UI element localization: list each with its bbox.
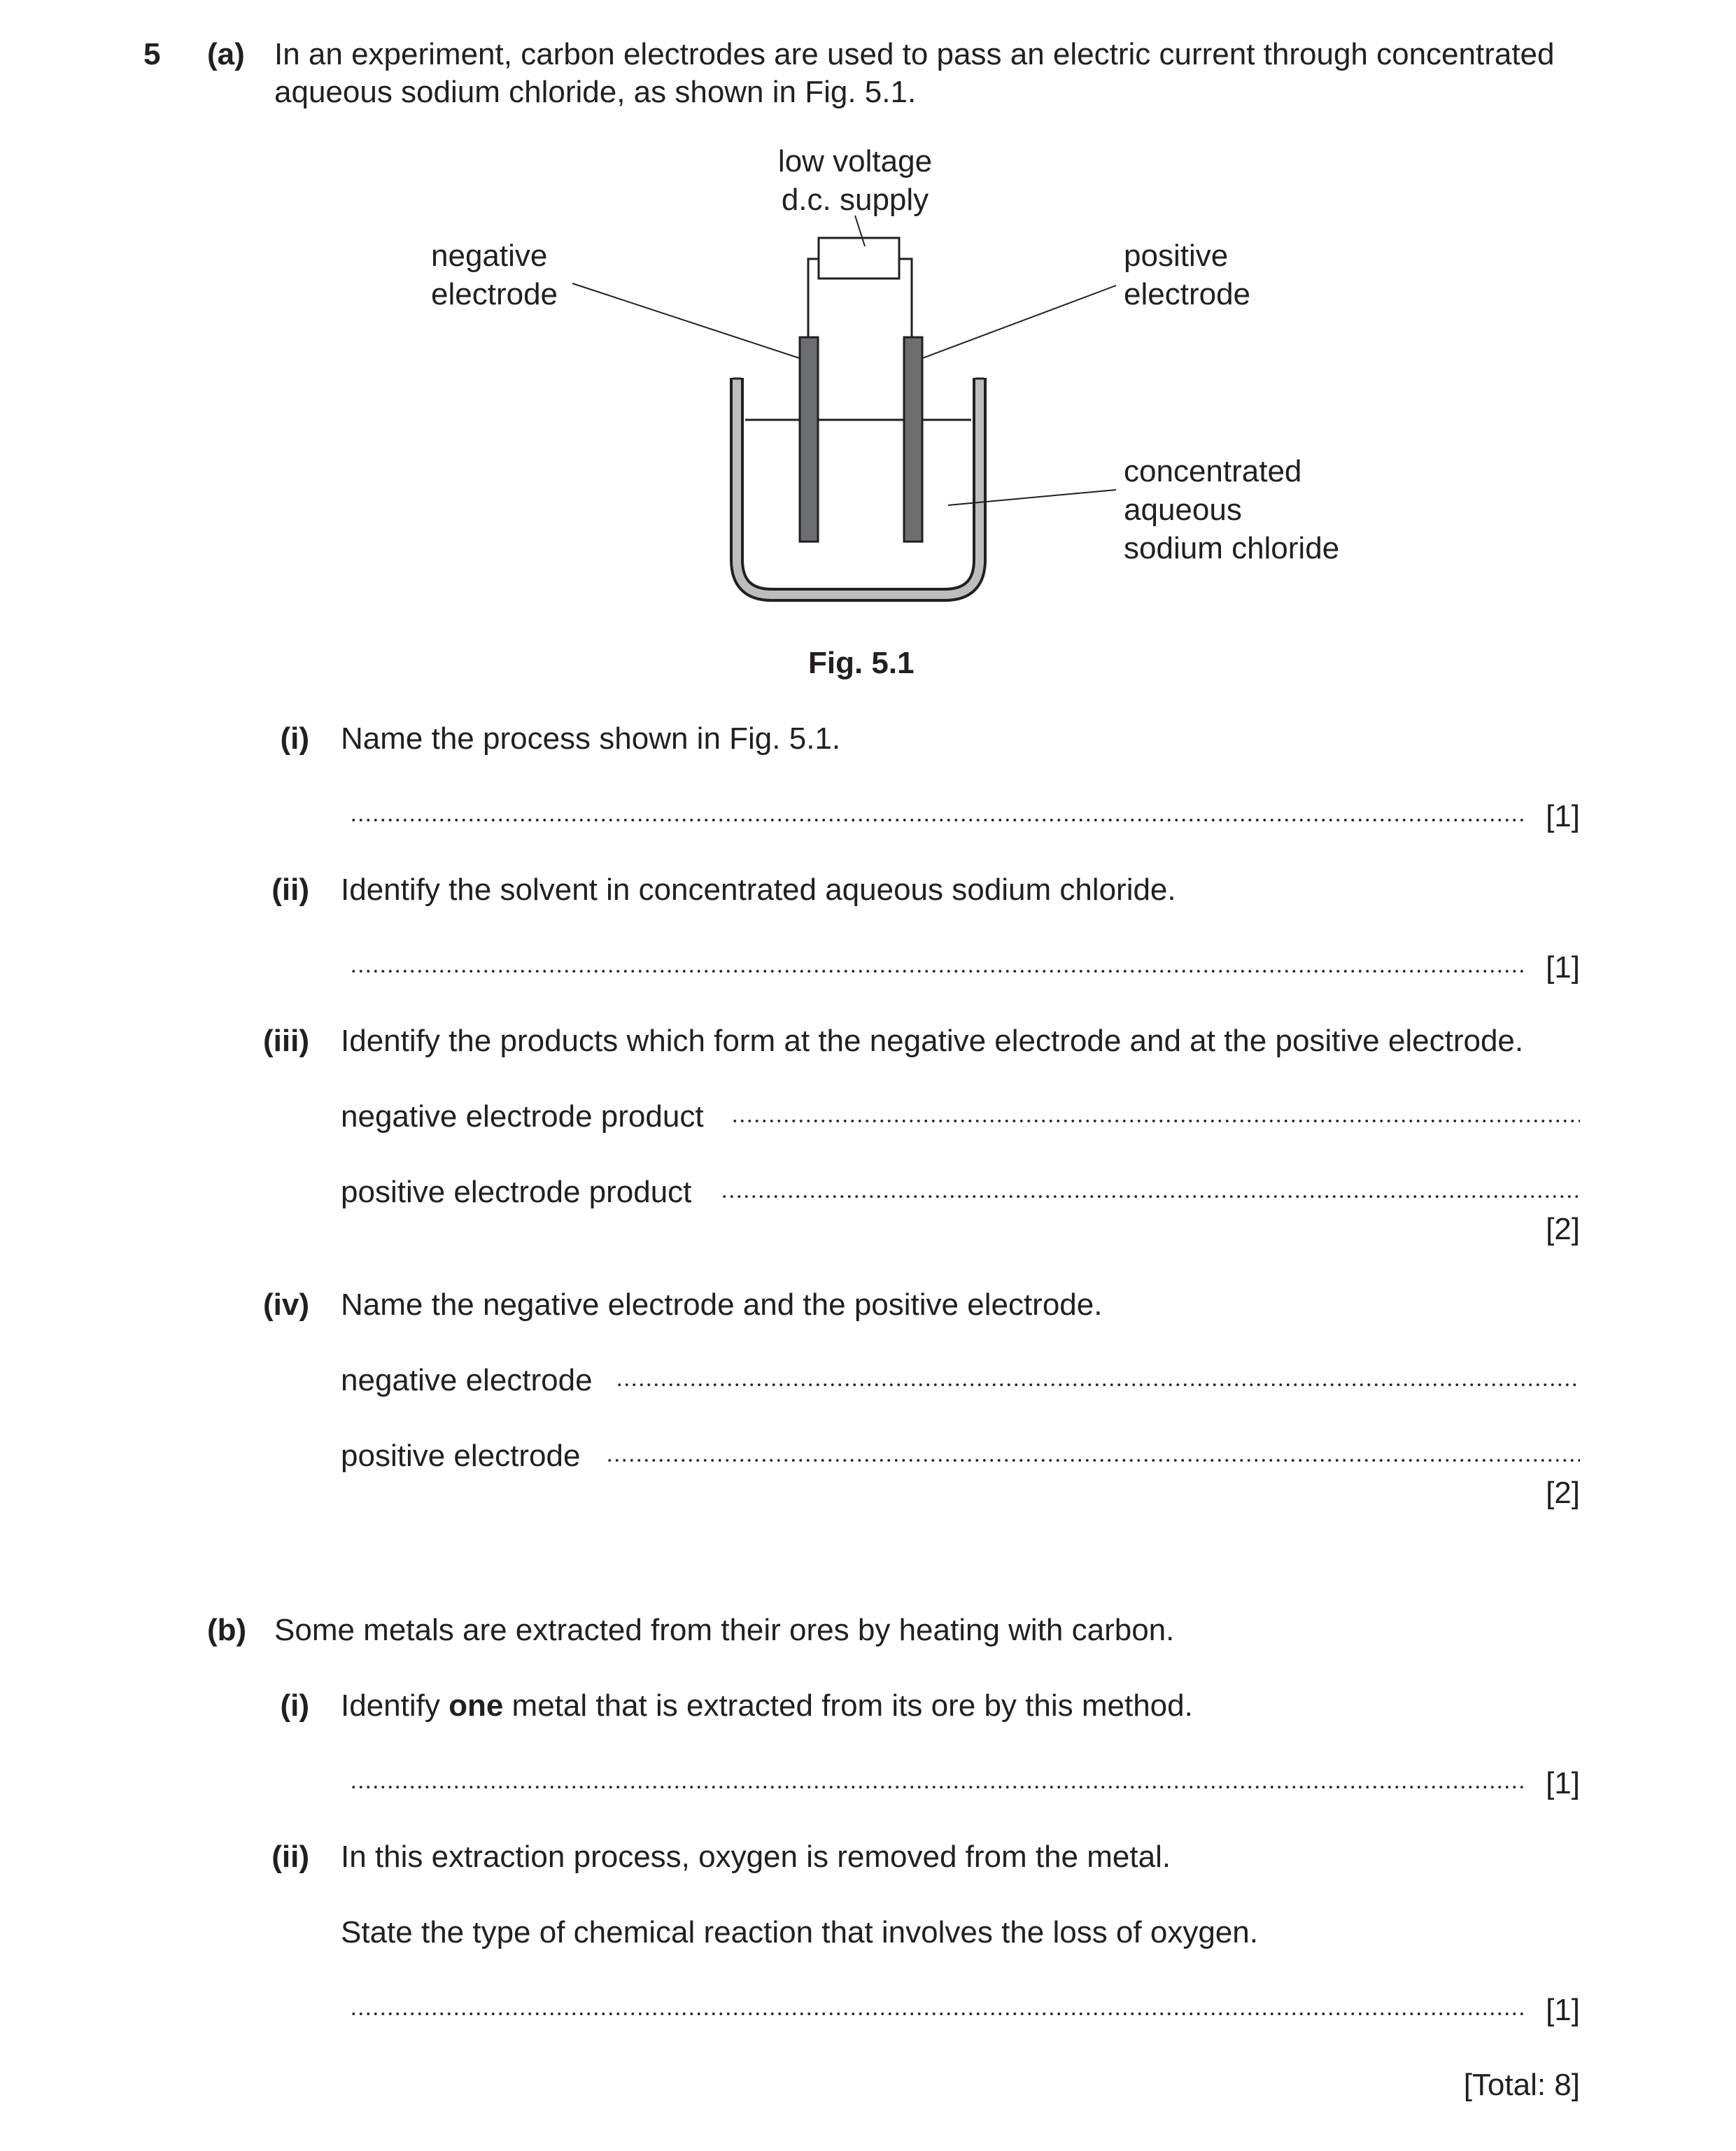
figure-caption: Fig. 5.1 (808, 646, 915, 680)
positive-electrode-leader (922, 285, 1116, 358)
a-ii-marks: [1] (1546, 950, 1580, 985)
b-i-text (341, 1688, 1193, 1723)
b-ii-text1: In this extraction process, oxygen is removed from the metal. (341, 1840, 1171, 1874)
part-b-intro: Some metals are extracted from their ores by heating with carbon. (274, 1613, 1175, 1647)
a-ii-label: (ii) (271, 873, 309, 907)
total-marks: [Total: 8] (1463, 2068, 1580, 2102)
wire-right (899, 259, 912, 337)
b-i-text-after: metal that is extracted from its ore by this method. (503, 1688, 1193, 1723)
a-iv-text: Name the negative electrode and the positive electrode. (341, 1288, 1103, 1322)
solution-label-line3: sodium chloride (1124, 531, 1340, 565)
a-iii-negative-product-line[interactable] (731, 1117, 1580, 1124)
supply-label-line2: d.c. supply (781, 183, 929, 217)
beaker-inner-wall (737, 378, 980, 595)
a-iv-marks: [2] (1546, 1476, 1580, 1510)
b-i-answer-line[interactable] (350, 1784, 1527, 1791)
b-i-marks: [1] (1546, 1766, 1580, 1800)
a-iii-marks: [2] (1546, 1212, 1580, 1246)
b-i-text-before: Identify (341, 1688, 449, 1723)
positive-electrode-label-line2: electrode (1124, 277, 1251, 311)
a-iii-positive-product-label: positive electrode product (341, 1175, 692, 1209)
dc-supply-box (819, 238, 899, 278)
a-iii-positive-product-line[interactable] (721, 1193, 1580, 1200)
supply-label-line1: low voltage (777, 144, 933, 178)
b-ii-label: (ii) (271, 1840, 309, 1874)
negative-electrode-label-line2: electrode (431, 277, 558, 311)
electrolysis-diagram (392, 136, 1441, 682)
negative-electrode-leader (572, 283, 800, 358)
a-iv-label: (iv) (263, 1288, 309, 1322)
b-ii-marks: [1] (1546, 1993, 1580, 2027)
a-iv-negative-electrode-label: negative electrode (341, 1363, 593, 1397)
part-a-intro-line1: In an experiment, carbon electrodes are used to pass an electric current through concentrated (274, 37, 1555, 71)
a-i-answer-line[interactable] (350, 817, 1527, 824)
wire-left (808, 259, 819, 337)
solution-label-line1: concentrated (1124, 454, 1302, 488)
part-a-label: (a) (207, 37, 245, 71)
b-ii-answer-line[interactable] (350, 2010, 1527, 2017)
negative-electrode (800, 337, 818, 542)
negative-electrode-label-line1: negative (431, 239, 548, 273)
a-iii-negative-product-label: negative electrode product (341, 1099, 704, 1134)
part-a-intro-line2: aqueous sodium chloride, as shown in Fig. 5.1. (274, 75, 917, 109)
a-iii-label: (iii) (263, 1024, 309, 1058)
a-i-marks: [1] (1546, 799, 1580, 833)
a-iv-positive-electrode-line[interactable] (606, 1457, 1580, 1464)
a-ii-answer-line[interactable] (350, 968, 1527, 975)
positive-electrode-label-line1: positive (1124, 239, 1229, 273)
beaker-outer-wall (737, 378, 980, 595)
a-iv-positive-electrode-label: positive electrode (341, 1439, 581, 1473)
solution-label-line2: aqueous (1124, 493, 1242, 527)
part-b-label: (b) (207, 1613, 247, 1647)
b-i-label: (i) (280, 1688, 309, 1723)
a-i-text: Name the process shown in Fig. 5.1. (341, 721, 841, 756)
b-i-text-bold: one (449, 1688, 504, 1723)
a-iii-text: Identify the products which form at the negative electrode and at the positive electrode. (341, 1024, 1524, 1058)
positive-electrode (904, 337, 922, 542)
a-i-label: (i) (280, 721, 309, 756)
a-ii-text: Identify the solvent in concentrated aqueous sodium chloride. (341, 873, 1176, 907)
question-number: 5 (143, 37, 161, 71)
a-iv-negative-electrode-line[interactable] (616, 1381, 1580, 1388)
b-ii-text2: State the type of chemical reaction that involves the loss of oxygen. (341, 1915, 1258, 1949)
